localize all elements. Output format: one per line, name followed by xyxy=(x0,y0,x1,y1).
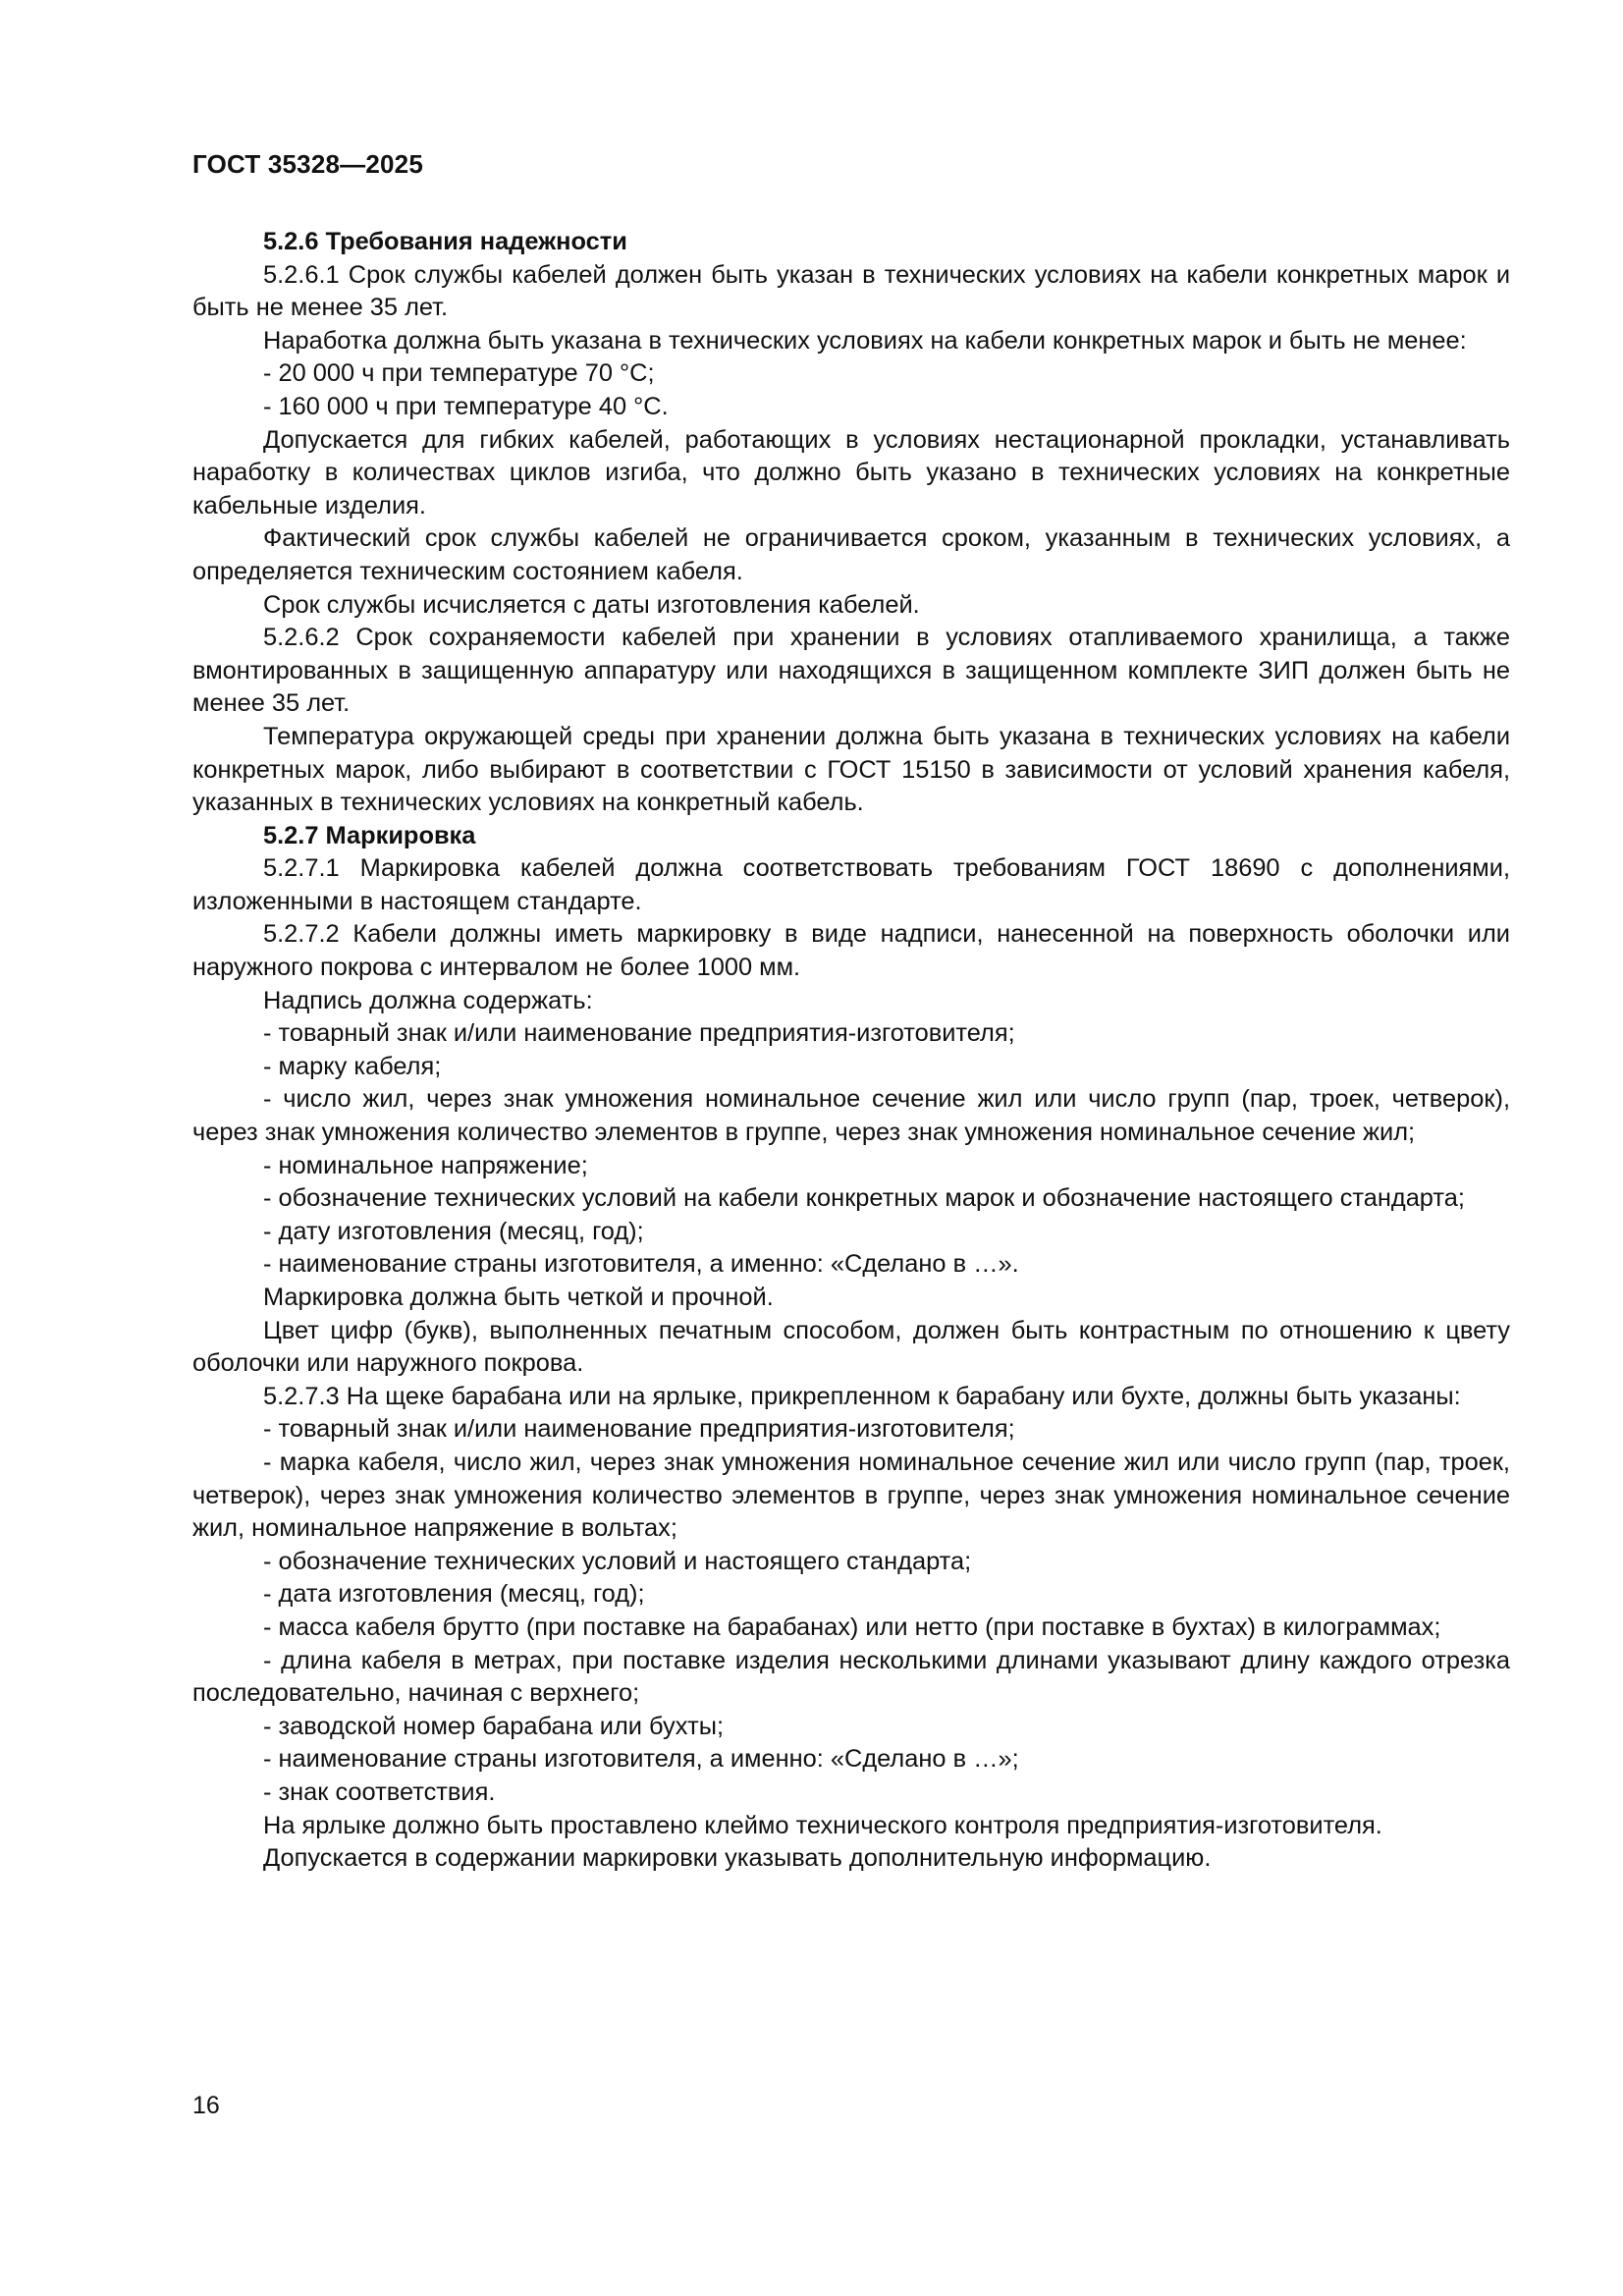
list-item: - дата изготовления (месяц, год); xyxy=(263,1580,645,1609)
list-item: - масса кабеля брутто (при поставке на барабанах) или нетто (при поставке в бухтах) в килограммах; xyxy=(263,1613,1441,1641)
list-item: - 160 000 ч при температуре 40 °С. xyxy=(263,392,669,420)
section-heading: 5.2.7 Маркировка xyxy=(263,821,476,849)
list-item: - товарный знак и/или наименование предприятия-изготовителя; xyxy=(263,1019,1015,1048)
paragraph: 5.2.6.1 Срок службы кабелей должен быть указан в технических условиях на кабели конкретных марок и быть не менее 35 лет. xyxy=(192,260,1510,322)
paragraph: Допускается для гибких кабелей, работающих в условиях нестационарной прокладки, устанавливать наработку в количествах циклов изгиба, что должно быть указано в технических условиях на конкретные кабельные изделия. xyxy=(192,425,1510,519)
paragraph: 5.2.6.2 Срок сохраняемости кабелей при хранении в условиях отапливаемого хранилища, а также вмонтированных в защищенную аппаратуру или находящихся в защищенном комплекте ЗИП должен быть не менее 35 лет. xyxy=(192,624,1510,718)
paragraph: Наработка должна быть указана в технических условиях на кабели конкретных марок и быть не менее: xyxy=(263,326,1467,355)
list-item: - марку кабеля; xyxy=(263,1052,442,1080)
list-item: - число жил, через знак умножения номинальное сечение жил или число групп (пар, троек, четверок), через знак умножения количество элементов в группе, через знак умножения номинальное сечение жил; xyxy=(192,1085,1510,1147)
document-header: ГОСТ 35328—2025 xyxy=(192,149,423,179)
paragraph: 5.2.7.1 Маркировка кабелей должна соответствовать требованиям ГОСТ 18690 с дополнениями, изложенными в настоящем стандарте. xyxy=(192,854,1510,915)
list-item: - обозначение технических условий на кабели конкретных марок и обозначение настоящего стандарта; xyxy=(263,1184,1465,1213)
paragraph: Срок службы исчисляется с даты изготовления кабелей. xyxy=(263,590,920,619)
paragraph: На ярлыке должно быть проставлено клеймо технического контроля предприятия-изготовителя. xyxy=(263,1811,1382,1839)
list-item: - длина кабеля в метрах, при поставке изделия несколькими длинами указывают длину каждого отрезка последовательно, начиная с верхнего; xyxy=(192,1646,1510,1708)
paragraph: Цвет цифр (букв), выполненных печатным способом, должен быть контрастным по отношению к цвету оболочки или наружного покрова. xyxy=(192,1316,1510,1378)
paragraph: Фактический срок службы кабелей не ограничивается сроком, указанным в технических условиях, а определяется техническим состоянием кабеля. xyxy=(192,524,1510,585)
list-item: - обозначение технических условий и настоящего стандарта; xyxy=(263,1547,972,1575)
list-item: - марка кабеля, число жил, через знак умножения номинальное сечение жил или число групп (пар, троек, четверок), через знак умножения количество элементов в группе, через знак умножения номинальное сечение жил, номинальное напряжение в вольтах; xyxy=(192,1448,1510,1543)
list-item: - дату изготовления (месяц, год); xyxy=(263,1217,644,1245)
list-item: - заводской номер барабана или бухты; xyxy=(263,1712,725,1740)
section-heading: 5.2.6 Требования надежности xyxy=(263,228,627,255)
document-body xyxy=(192,226,1510,1876)
list-item: - наименование страны изготовителя, а именно: «Сделано в …». xyxy=(263,1250,1019,1279)
paragraph: Маркировка должна быть четкой и прочной. xyxy=(263,1284,774,1311)
paragraph: Надпись должна содержать: xyxy=(263,986,593,1014)
list-item: - товарный знак и/или наименование предприятия-изготовителя; xyxy=(263,1415,1015,1444)
paragraph: 5.2.7.2 Кабели должны иметь маркировку в виде надписи, нанесенной на поверхность оболочки или наружного покрова с интервалом не более 1000 мм. xyxy=(192,920,1510,982)
list-item: - 20 000 ч при температуре 70 °С; xyxy=(263,359,655,388)
paragraph: Допускается в содержании маркировки указывать дополнительную информацию. xyxy=(263,1844,1212,1873)
paragraph: 5.2.7.3 На щеке барабана или на ярлыке, прикрепленном к барабану или бухте, должны быть указаны: xyxy=(263,1382,1461,1410)
list-item: - наименование страны изготовителя, а именно: «Сделано в …»; xyxy=(263,1745,1019,1774)
list-item: - знак соответствия. xyxy=(263,1777,496,1806)
page-number: 16 xyxy=(192,2092,220,2119)
list-item: - номинальное напряжение; xyxy=(263,1151,588,1179)
paragraph: Температура окружающей среды при хранении должна быть указана в технических условиях на кабели конкретных марок, либо выбирают в соответствии с ГОСТ 15150 в зависимости от условий хранения кабеля, указанных в технических условиях на конкретный кабель. xyxy=(192,722,1510,817)
